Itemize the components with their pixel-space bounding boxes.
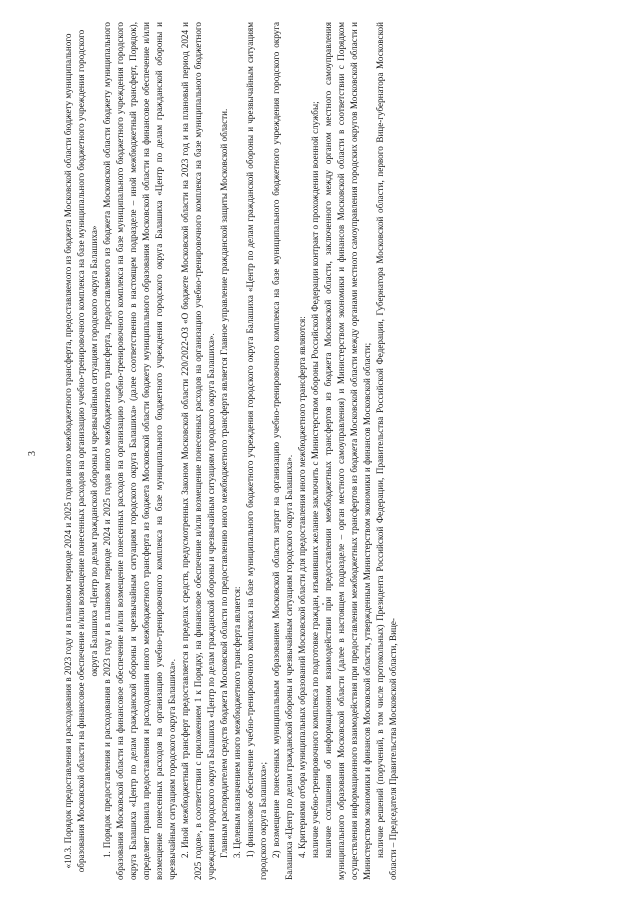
- paragraph-6: 2) возмещение понесенных муниципальным образованием Московской области затрат на организацию учебно-тренировочного комплекса на базе муниципального бюджетного учреждения городского округа Балашиха «Центр по делам гражданской обороны и чрезвычайным ситуациям городского округа Балашиха».: [271, 22, 294, 880]
- paragraph-8: наличие учебно-тренировочного комплекса по подготовке граждан, изъявивших желание заключить с Министерством обороны Российской Федерации контракт о прохождении военной службы;: [310, 101, 320, 858]
- section-heading: «10.3. Порядок предоставления и расходования в 2023 году и в плановом периоде 2024 и 2025 годов иного межбюджетного трансферта, предоставляемого из бюджета Московской области бюджету муниципального образования Московской области на финансовое обеспечение и/или возмещение понесенных расходов на организацию учебно-тренировочного комплекса на базе муниципального бюджетного учреждения городского округа Балашиха «Центр по делам гражданской обороны и чрезвычайным ситуациям городского округа Балашиха»: [63, 29, 99, 873]
- paragraph-9: наличие соглашения об информационном взаимодействии при предоставлении межбюджетных трансфертов из бюджета Московской области, заключенного между органом местного самоуправления муниципального образования Московской области (далее в настоящем подразделе – орган местного самоуправления) и Министерством экономики и финансов Московской области в соответствии с Порядком осуществления информационного взаимодействия при предоставлении межбюджетных трансфертов из бюджета Московской области между органами местного самоуправления городских округов Московской области и Министерством экономики и финансов Московской области, утвержденным Министерством экономики и финансов Московской области;: [323, 22, 372, 880]
- paragraph-2: 2. Иной межбюджетный трансферт предоставляется в пределах средств, предусмотренных Законом Московской области 220/2022-ОЗ «О бюджете Московской области на 2023 год и на плановый период 2024 и 2025 годов», в соответствии с приложением 1 к Порядку, на финансовое обеспечение и/или возмещение понесенных расходов на организацию учебно-тренировочного комплекса на базе муниципального бюджетного учреждения городского округа Балашиха «Центр по делам гражданской обороны и чрезвычайным ситуациям городского округа Балашиха».: [180, 22, 216, 880]
- paragraph-4: 3. Целевым назначением иного межбюджетного трансферта является:: [232, 586, 242, 858]
- paragraph-1: 1. Порядок предоставления и расходования в 2023 году и в плановом периоде 2024 и 2025 годов иного межбюджетного трансферта, предоставляемого из бюджета Московской области бюджету муниципального образования Московской области на финансовое обеспечение и/или возмещение понесенных расходов на организацию учебно-тренировочного комплекса на базе муниципального бюджетного учреждения городского округа Балашиха «Центр по делам гражданской обороны и чрезвычайным ситуациям городского округа Балашиха» (далее соответственно в настоящем подразделе – иной межбюджетный трансферт, Порядок), определяет правила предоставления и расходования иного межбюджетного трансферта из бюджета Московской области бюджету муниципального образования Московской области на финансовое обеспечение и/или возмещение понесенных расходов на организацию учебно-тренировочного комплекса на базе муниципального бюджетного учреждения городского округа Балашиха «Центр по делам гражданской обороны и чрезвычайным ситуациям городского округа Балашиха».: [102, 22, 177, 880]
- paragraph-5: 1) финансовое обеспечение учебно-тренировочного комплекса на базе муниципального бюджетного учреждения городского округа Балашиха «Центр по делам гражданской обороны и чрезвычайным ситуациям городского округа Балашиха»;: [245, 22, 268, 880]
- paragraph-3: Главным распорядителем средств бюджета Московской области по предоставлению иного межбюджетного трансферта является Главное управление гражданской защиты Московской области.: [219, 108, 229, 858]
- page-number: 3: [27, 451, 38, 456]
- paragraph-10: наличие решений (поручений, в том числе протокольных) Президента Российской Федерации, Правительства Российской Федерации, Губернатора Московской области, первого Вице-губернатора Московской области – Председателя Правительства Московской области, Вице-: [375, 22, 398, 880]
- paragraph-7: 4. Критериями отбора муниципальных образований Московской области для предоставления иного межбюджетного трансферта являются:: [297, 316, 307, 858]
- rotated-text-block: [62, 22, 608, 880]
